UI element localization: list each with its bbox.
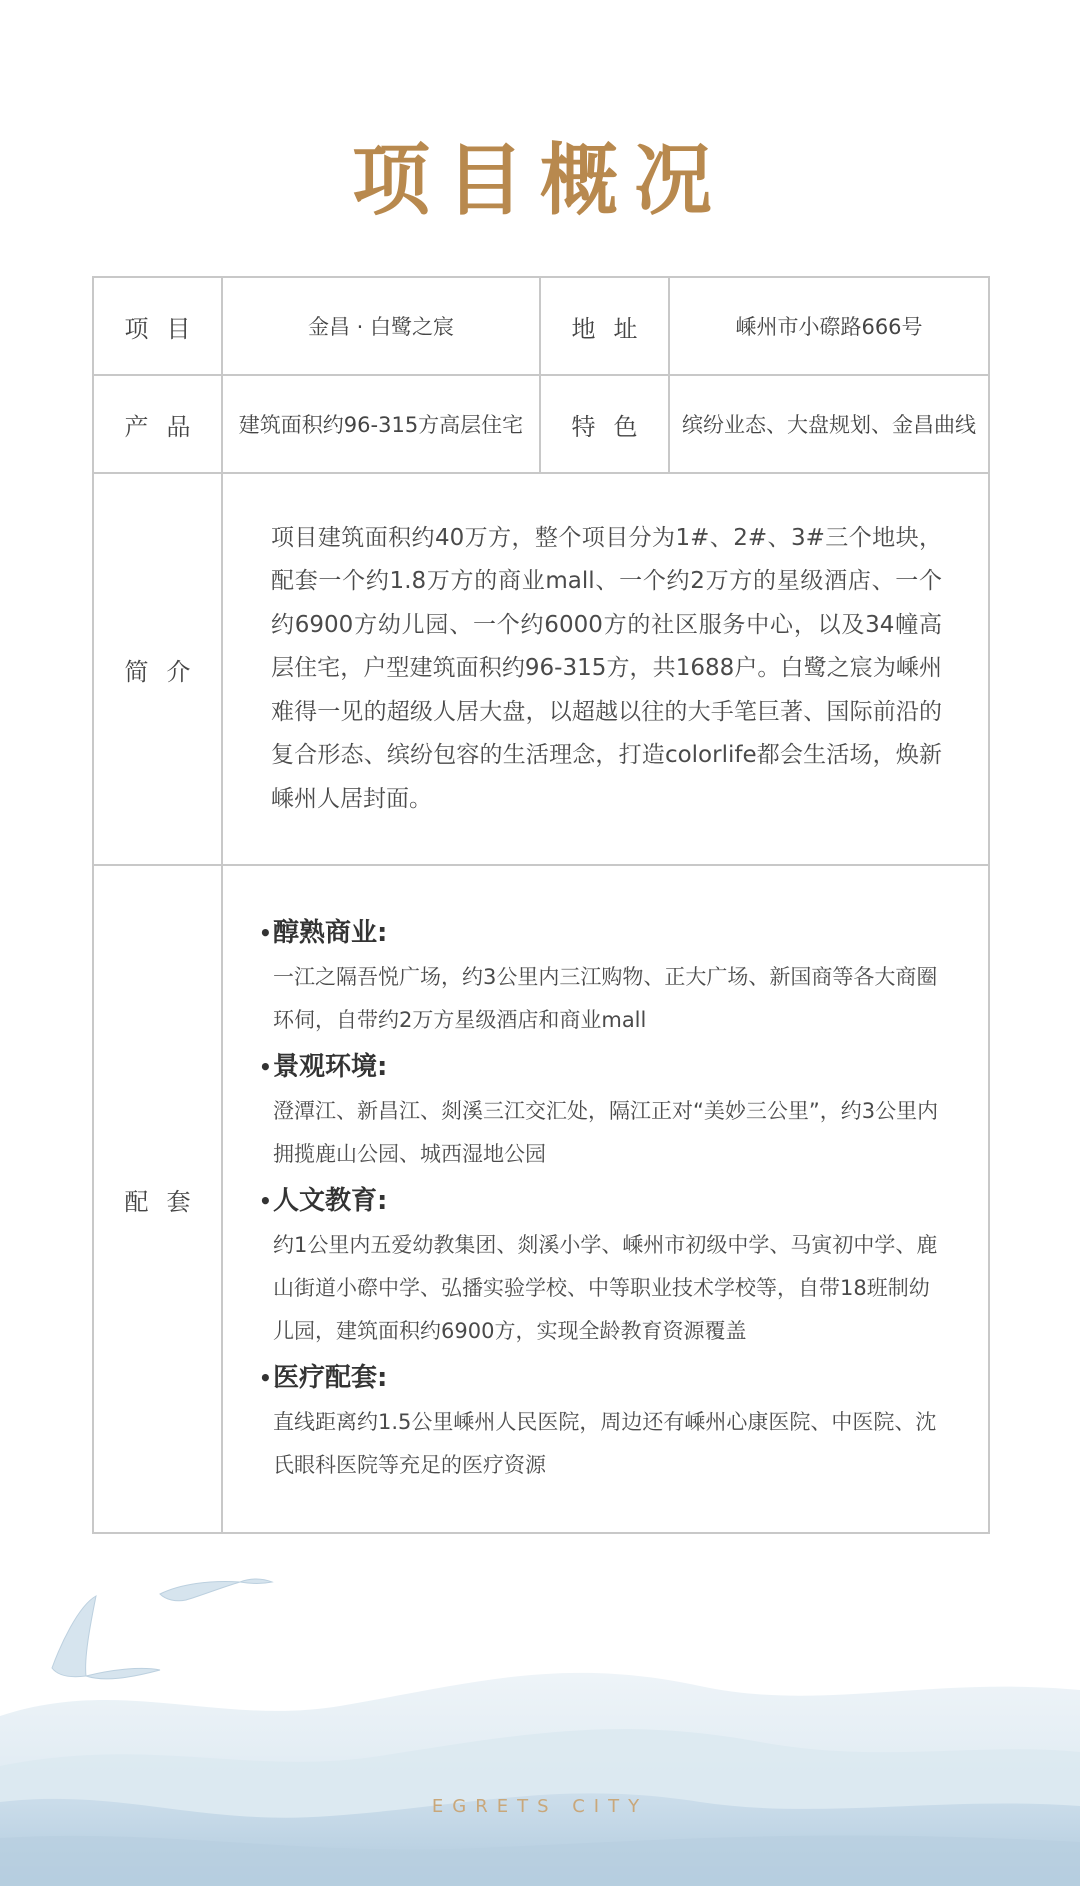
table-row xyxy=(93,375,989,473)
value-product: 建筑面积约96-315方高层住宅 xyxy=(222,375,540,473)
label-address: 地址 xyxy=(540,277,669,375)
table-row xyxy=(93,473,989,865)
value-address: 嵊州市小磜路666号 xyxy=(669,277,989,375)
value-project: 金昌 · 白鹭之宸 xyxy=(222,277,540,375)
table-row xyxy=(93,865,989,1533)
label-amenities: 配套 xyxy=(93,865,222,1533)
amenity-text-medical: 直线距离约1.5公里嵊州人民医院，周边还有嵊州心康医院、中医院、沈氏眼科医院等充足的医疗资源 xyxy=(273,1409,937,1477)
egret-icon xyxy=(52,1579,272,1679)
page-title: 项目概况 xyxy=(351,135,728,226)
label-feature: 特色 xyxy=(540,375,669,473)
amenity-heading-medical: •医疗配套: xyxy=(259,1362,388,1393)
amenities-cell xyxy=(222,865,989,1533)
label-product: 产品 xyxy=(93,375,222,473)
amenity-text-landscape: 澄潭江、新昌江、剡溪三江交汇处，隔江正对“美妙三公里”，约3公里内拥揽鹿山公园、城西湿地公园 xyxy=(273,1098,939,1166)
table-row xyxy=(93,277,989,375)
amenity-text-education: 约1公里内五爱幼教集团、剡溪小学、嵊州市初级中学、马寅初中学、鹿山街道小磜中学、弘播实验学校、中等职业技术学校等，自带18班制幼儿园，建筑面积约6900方，实现全龄教育资源覆盖 xyxy=(273,1232,938,1343)
amenity-heading-landscape: •景观环境: xyxy=(259,1051,388,1082)
intro-text: 项目建筑面积约40万方，整个项目分为1#、2#、3#三个地块，配套一个约1.8万方的商业mall、一个约2万方的星级酒店、一个约6900方幼儿园、一个约6000方的社区服务中心，以及34幢高层住宅，户型建筑面积约96-315方，共1688户。白鹭之宸为嵊州难得一见的超级人居大盘，以超越以往的大手笔巨著、国际前沿的复合形态、缤纷包容的生活理念，打造colorlife都会生活场，焕新嵊州人居封面。 xyxy=(271,524,942,812)
amenity-heading-commerce: •醇熟商业: xyxy=(259,917,388,948)
label-project: 项目 xyxy=(93,277,222,375)
amenities-list xyxy=(223,910,988,1487)
amenity-text-commerce: 一江之隔吾悦广场，约3公里内三江购物、正大广场、新国商等各大商圈环伺，自带约2万方星级酒店和商业mall xyxy=(273,964,938,1032)
value-feature: 缤纷业态、大盘规划、金昌曲线 xyxy=(669,375,989,473)
amenity-heading-education: •人文教育: xyxy=(259,1185,388,1216)
label-intro: 简介 xyxy=(93,473,222,865)
footer-brand: EGRETS CITY xyxy=(431,1796,649,1817)
overview-table xyxy=(92,276,990,1534)
egret-wave-illustration xyxy=(0,1566,1080,1886)
intro-cell xyxy=(222,473,989,865)
